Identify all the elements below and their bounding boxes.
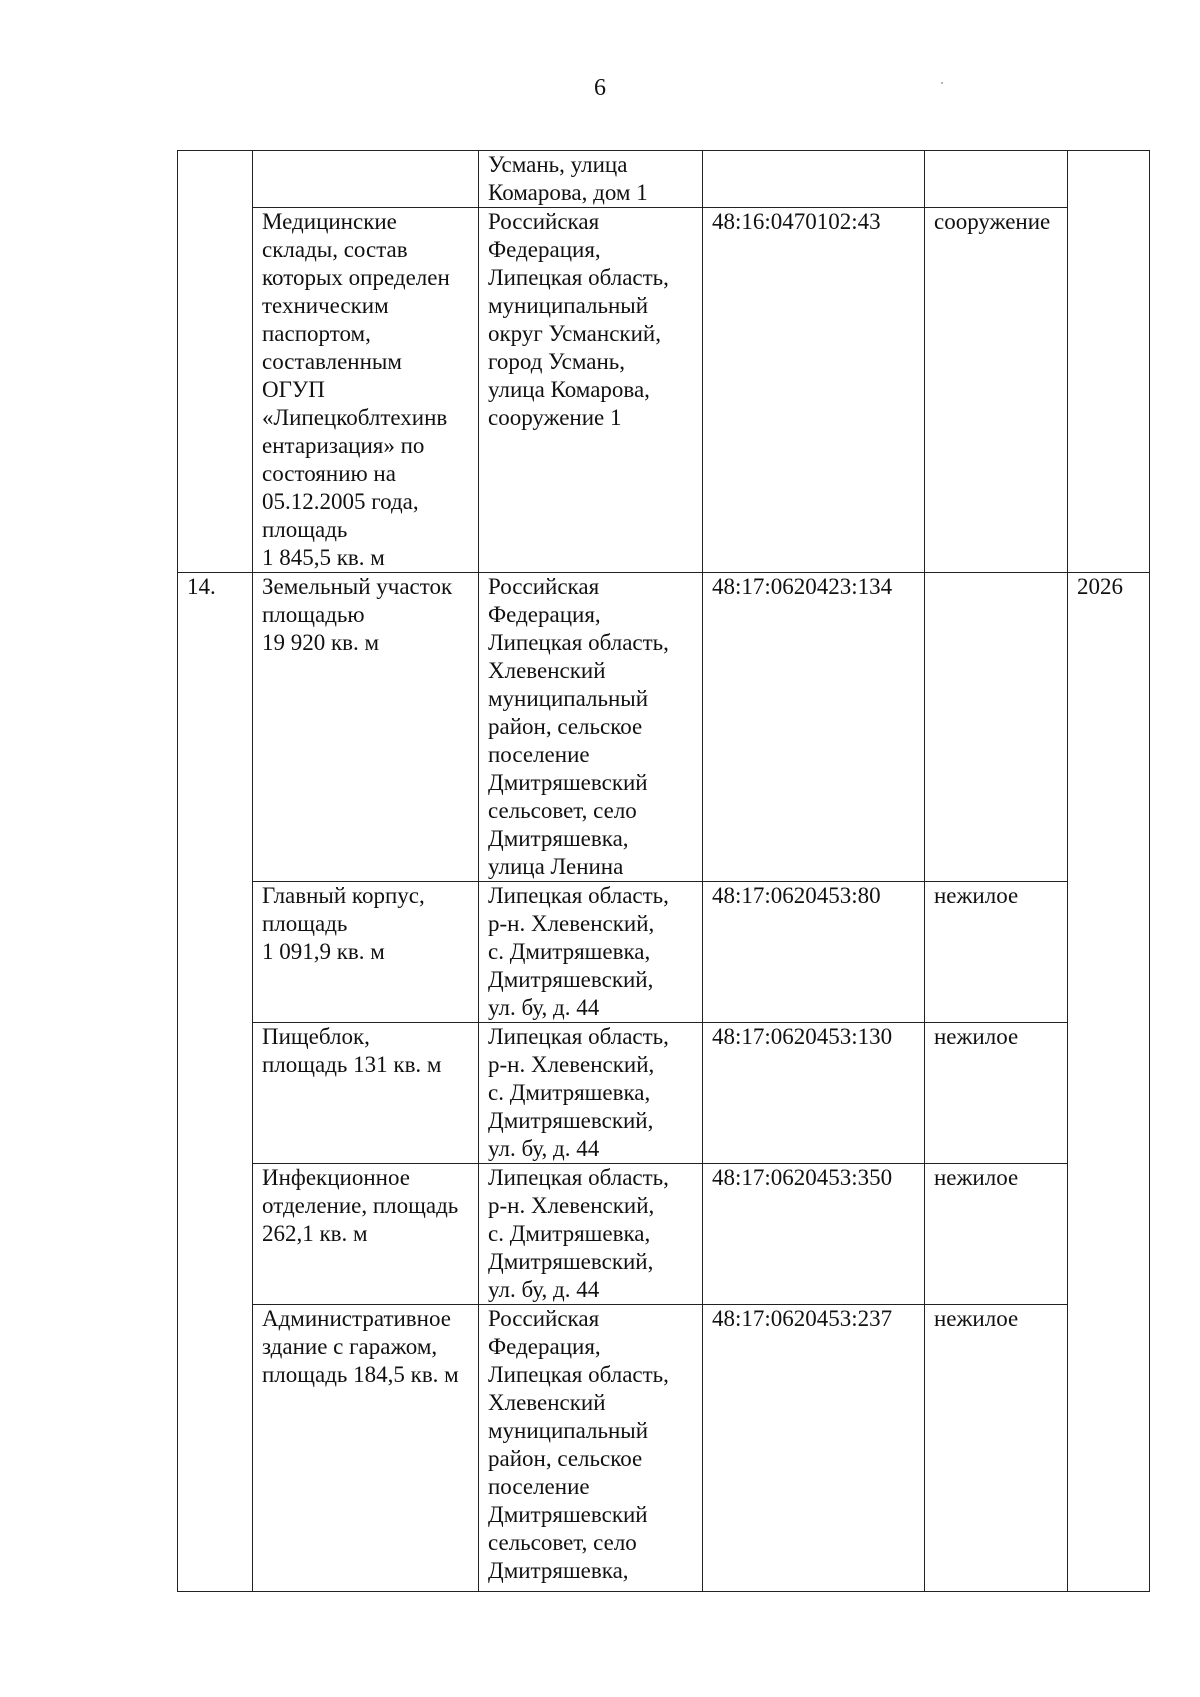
page-number: 6 — [594, 75, 606, 101]
object-type-cell — [925, 151, 1068, 208]
address-cell: Липецкая область, р-н. Хлевенский, с. Дмитряшевка, Дмитряшевский, ул. бу, д. 44 — [479, 1164, 703, 1305]
object-name-cell: Земельный участок площадью 19 920 кв. м — [253, 573, 479, 882]
address-cell: Липецкая область, р-н. Хлевенский, с. Дмитряшевка, Дмитряшевский, ул. бу, д. 44 — [479, 882, 703, 1023]
cadastral-number-cell: 48:17:0620453:237 — [703, 1305, 925, 1592]
object-type-cell: нежилое — [925, 882, 1068, 1023]
year-cell — [1068, 151, 1150, 573]
address-cell: Российская Федерация, Липецкая область, муниципальный округ Усманский, город Усмань, улица Комарова, сооружение 1 — [479, 208, 703, 573]
table-row — [178, 1023, 1150, 1164]
year-cell: 2026 — [1068, 573, 1150, 1592]
object-name-cell: Инфекционное отделение, площадь 262,1 кв. м — [253, 1164, 479, 1305]
address-cell: Липецкая область, р-н. Хлевенский, с. Дмитряшевка, Дмитряшевский, ул. бу, д. 44 — [479, 1023, 703, 1164]
object-type-cell: нежилое — [925, 1305, 1068, 1592]
table-row — [178, 573, 1150, 882]
object-type-cell — [925, 573, 1068, 882]
object-type-cell: нежилое — [925, 1164, 1068, 1305]
address-cell: Российская Федерация, Липецкая область, Хлевенский муниципальный район, сельское поселение Дмитряшевский сельсовет, село Дмитряшевка, — [479, 1305, 703, 1592]
object-name-cell: Главный корпус, площадь 1 091,9 кв. м — [253, 882, 479, 1023]
cadastral-number-cell: 48:16:0470102:43 — [703, 208, 925, 573]
scan-speck — [941, 82, 943, 84]
table-row — [178, 1164, 1150, 1305]
object-name-cell — [253, 151, 479, 208]
address-cell: Усмань, улица Комарова, дом 1 — [479, 151, 703, 208]
row-number-cell: 14. — [178, 573, 253, 1592]
object-name-cell: Административное здание с гаражом, площадь 184,5 кв. м — [253, 1305, 479, 1592]
address-cell: Российская Федерация, Липецкая область, Хлевенский муниципальный район, сельское поселение Дмитряшевский сельсовет, село Дмитряшевка, улица Ленина — [479, 573, 703, 882]
object-name-cell: Медицинские склады, состав которых определен техническим паспортом, составленным ОГУП «Липецкоблтехинв ентаризация» по состоянию на 05.12.2005 года, площадь 1 845,5 кв. м — [253, 208, 479, 573]
cadastral-number-cell — [703, 151, 925, 208]
table-row — [178, 151, 1150, 208]
cadastral-number-cell: 48:17:0620453:130 — [703, 1023, 925, 1164]
row-number-cell — [178, 151, 253, 573]
property-register-table — [177, 150, 1150, 1592]
cadastral-number-cell: 48:17:0620423:134 — [703, 573, 925, 882]
table-row — [178, 1305, 1150, 1592]
cadastral-number-cell: 48:17:0620453:350 — [703, 1164, 925, 1305]
table-row — [178, 208, 1150, 573]
object-type-cell: сооружение — [925, 208, 1068, 573]
table-row — [178, 882, 1150, 1023]
cadastral-number-cell: 48:17:0620453:80 — [703, 882, 925, 1023]
object-type-cell: нежилое — [925, 1023, 1068, 1164]
object-name-cell: Пищеблок, площадь 131 кв. м — [253, 1023, 479, 1164]
